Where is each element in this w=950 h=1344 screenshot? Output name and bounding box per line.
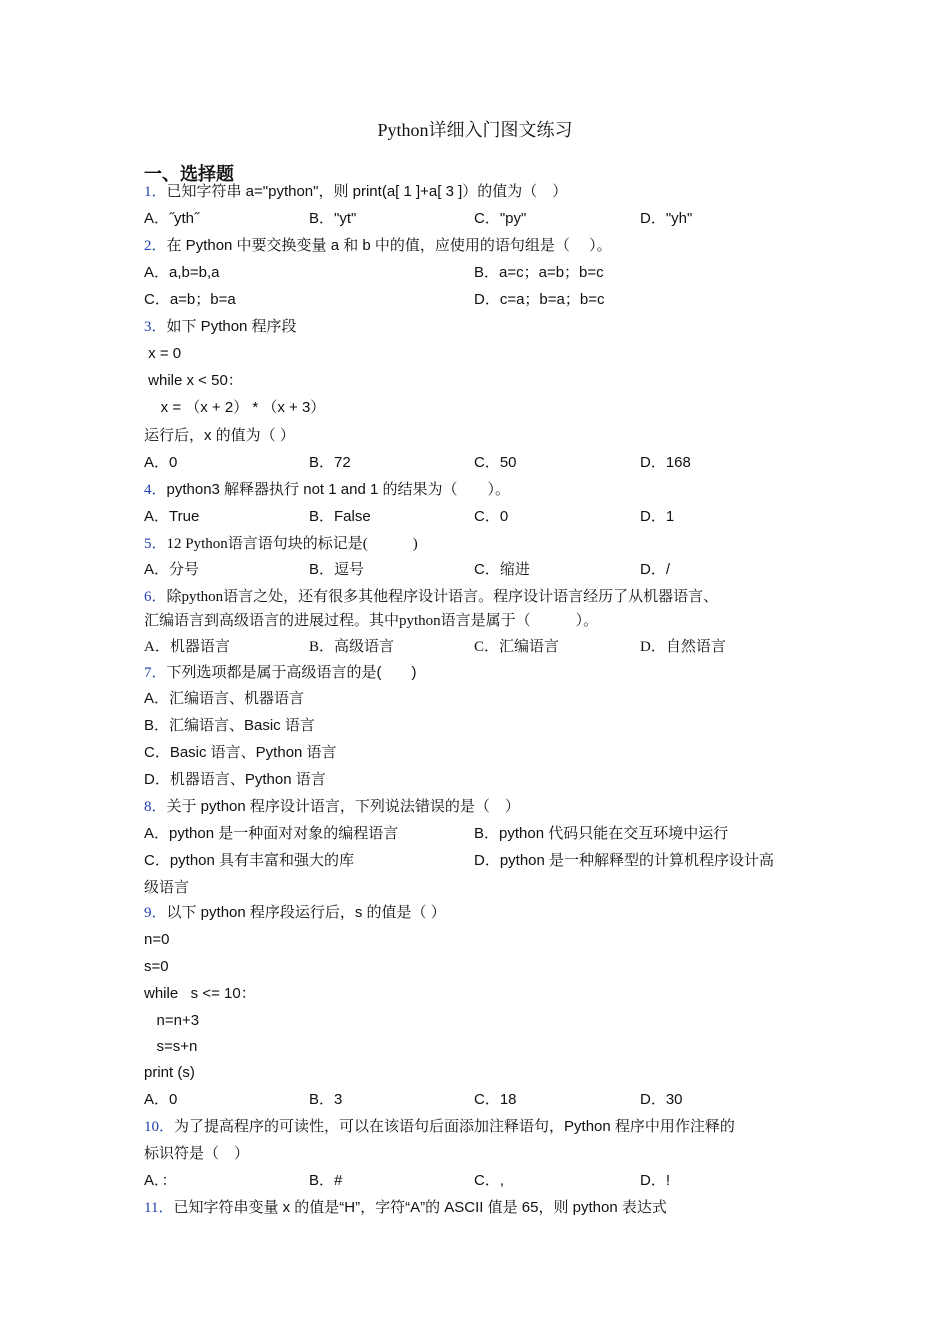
option-d: D．30 — [640, 1091, 683, 1108]
question-number: 3． — [144, 319, 167, 335]
question-followup: 运行后，x 的值为（ ） — [144, 427, 295, 444]
question-text-continued: 标识符是（ ） — [144, 1145, 250, 1162]
question-number: 9． — [144, 905, 167, 921]
option-d: D．"yh" — [640, 210, 693, 227]
option-a: A．分号 — [144, 561, 200, 578]
option-a: A．˝yth˝ — [144, 210, 200, 227]
question-2 — [144, 236, 612, 256]
question-number: 8． — [144, 799, 167, 815]
option-b: B．python 代码只能在交互环境中运行 — [474, 825, 729, 842]
question-number: 10． — [144, 1119, 175, 1135]
code-line: while s <= 10： — [144, 985, 256, 1002]
question-number: 6． — [144, 589, 167, 605]
code-line: x = （x + 2） * （x + 3） — [144, 399, 326, 416]
option-c: C．0 — [474, 508, 509, 525]
question-text: 关于 python 程序设计语言，下列说法错误的是（ ） — [166, 798, 520, 815]
option-a: A．True — [144, 508, 200, 525]
option-b: B．72 — [309, 454, 351, 471]
option-a: A．0 — [144, 1091, 178, 1108]
code-line: x = 0 — [144, 345, 182, 362]
question-text: 以下 python 程序段运行后，s 的值是（ ） — [166, 904, 446, 921]
option-c: C．a=b；b=a — [144, 291, 236, 308]
question-text: 已知字符串 a="python"，则 print(a[ 1 ]+a[ 3 ]）的值为（ ） — [166, 183, 568, 200]
option-c: C．50 — [474, 454, 517, 471]
option-b: B．汇编语言、Basic 语言 — [144, 717, 315, 734]
option-d: D．机器语言、Python 语言 — [144, 771, 326, 788]
question-1 — [144, 182, 567, 202]
code-line: while x < 50： — [144, 372, 243, 389]
option-d: D．python 是一种解释型的计算机程序设计高 — [474, 852, 775, 869]
question-3 — [144, 317, 297, 337]
question-text: 除python语言之处，还有很多其他程序设计语言。程序设计语言经历了从机器语言、 — [166, 589, 719, 605]
option-b: B．# — [309, 1172, 343, 1189]
option-c: C．缩进 — [474, 561, 530, 578]
option-a: A．python 是一种面对对象的编程语言 — [144, 825, 399, 842]
option-d: D．自然语言 — [640, 639, 726, 655]
document-title: Python详细入门图文练习 — [377, 120, 573, 140]
question-6 — [144, 587, 718, 607]
question-number: 5． — [144, 536, 167, 552]
option-b: B．逗号 — [309, 561, 365, 578]
code-line: s=s+n — [144, 1038, 198, 1055]
code-line: s=0 — [144, 958, 169, 975]
option-c: C．Basic 语言、Python 语言 — [144, 744, 337, 761]
question-11 — [144, 1198, 667, 1218]
option-d: D．c=a；b=a；b=c — [474, 291, 605, 308]
question-text: 12 Python语言语句块的标记是( ) — [166, 536, 418, 552]
option-d: D．! — [640, 1172, 671, 1189]
option-a: A．： — [144, 1172, 177, 1189]
question-4 — [144, 480, 510, 500]
option-c: C．汇编语言 — [474, 639, 560, 655]
section-heading: 一、选择题 — [144, 164, 234, 185]
option-d: D．1 — [640, 508, 675, 525]
question-number: 7． — [144, 665, 167, 681]
question-number: 1． — [144, 184, 167, 200]
option-a: A．0 — [144, 454, 178, 471]
option-b: B．高级语言 — [309, 639, 395, 655]
question-8 — [144, 797, 520, 817]
option-b: B．a=c；a=b；b=c — [474, 264, 604, 281]
question-number: 11． — [144, 1200, 174, 1216]
question-7 — [144, 663, 417, 683]
option-a: A．机器语言 — [144, 639, 230, 655]
option-d: D．168 — [640, 454, 691, 471]
question-10 — [144, 1117, 735, 1137]
question-text-continued: 汇编语言到高级语言的进展过程。其中python语言是属于（ ）。 — [144, 613, 599, 629]
question-5 — [144, 534, 418, 554]
question-text: 在 Python 中要交换变量 a 和 b 中的值，应使用的语句组是（ ）。 — [166, 237, 612, 254]
option-b: B．3 — [309, 1091, 343, 1108]
option-d: D．/ — [640, 561, 671, 578]
question-number: 4． — [144, 482, 167, 498]
option-c: C．, — [474, 1172, 505, 1189]
option-b: B．False — [309, 508, 371, 525]
option-c: C．"py" — [474, 210, 527, 227]
question-text: python3 解释器执行 not 1 and 1 的结果为（ ）。 — [166, 481, 510, 498]
code-line: n=0 — [144, 931, 170, 948]
question-number: 2． — [144, 238, 167, 254]
option-d-continued: 级语言 — [144, 879, 190, 896]
option-c: C．18 — [474, 1091, 517, 1108]
option-a: A．a,b=b,a — [144, 264, 220, 281]
option-c: C．python 具有丰富和强大的库 — [144, 852, 355, 869]
option-b: B．"yt" — [309, 210, 357, 227]
option-a: A．汇编语言、机器语言 — [144, 690, 305, 707]
code-line: n=n+3 — [144, 1012, 200, 1029]
question-9 — [144, 903, 446, 923]
question-text: 已知字符串变量 x 的值是“H”，字符“A”的 ASCII 值是 65，则 python 表达式 — [173, 1199, 667, 1216]
question-text: 为了提高程序的可读性，可以在该语句后面添加注释语句，Python 程序中用作注释的 — [174, 1118, 735, 1135]
question-text: 如下 Python 程序段 — [166, 318, 297, 335]
question-text: 下列选项都是属于高级语言的是( ) — [166, 664, 417, 681]
code-line: print (s) — [144, 1064, 195, 1081]
